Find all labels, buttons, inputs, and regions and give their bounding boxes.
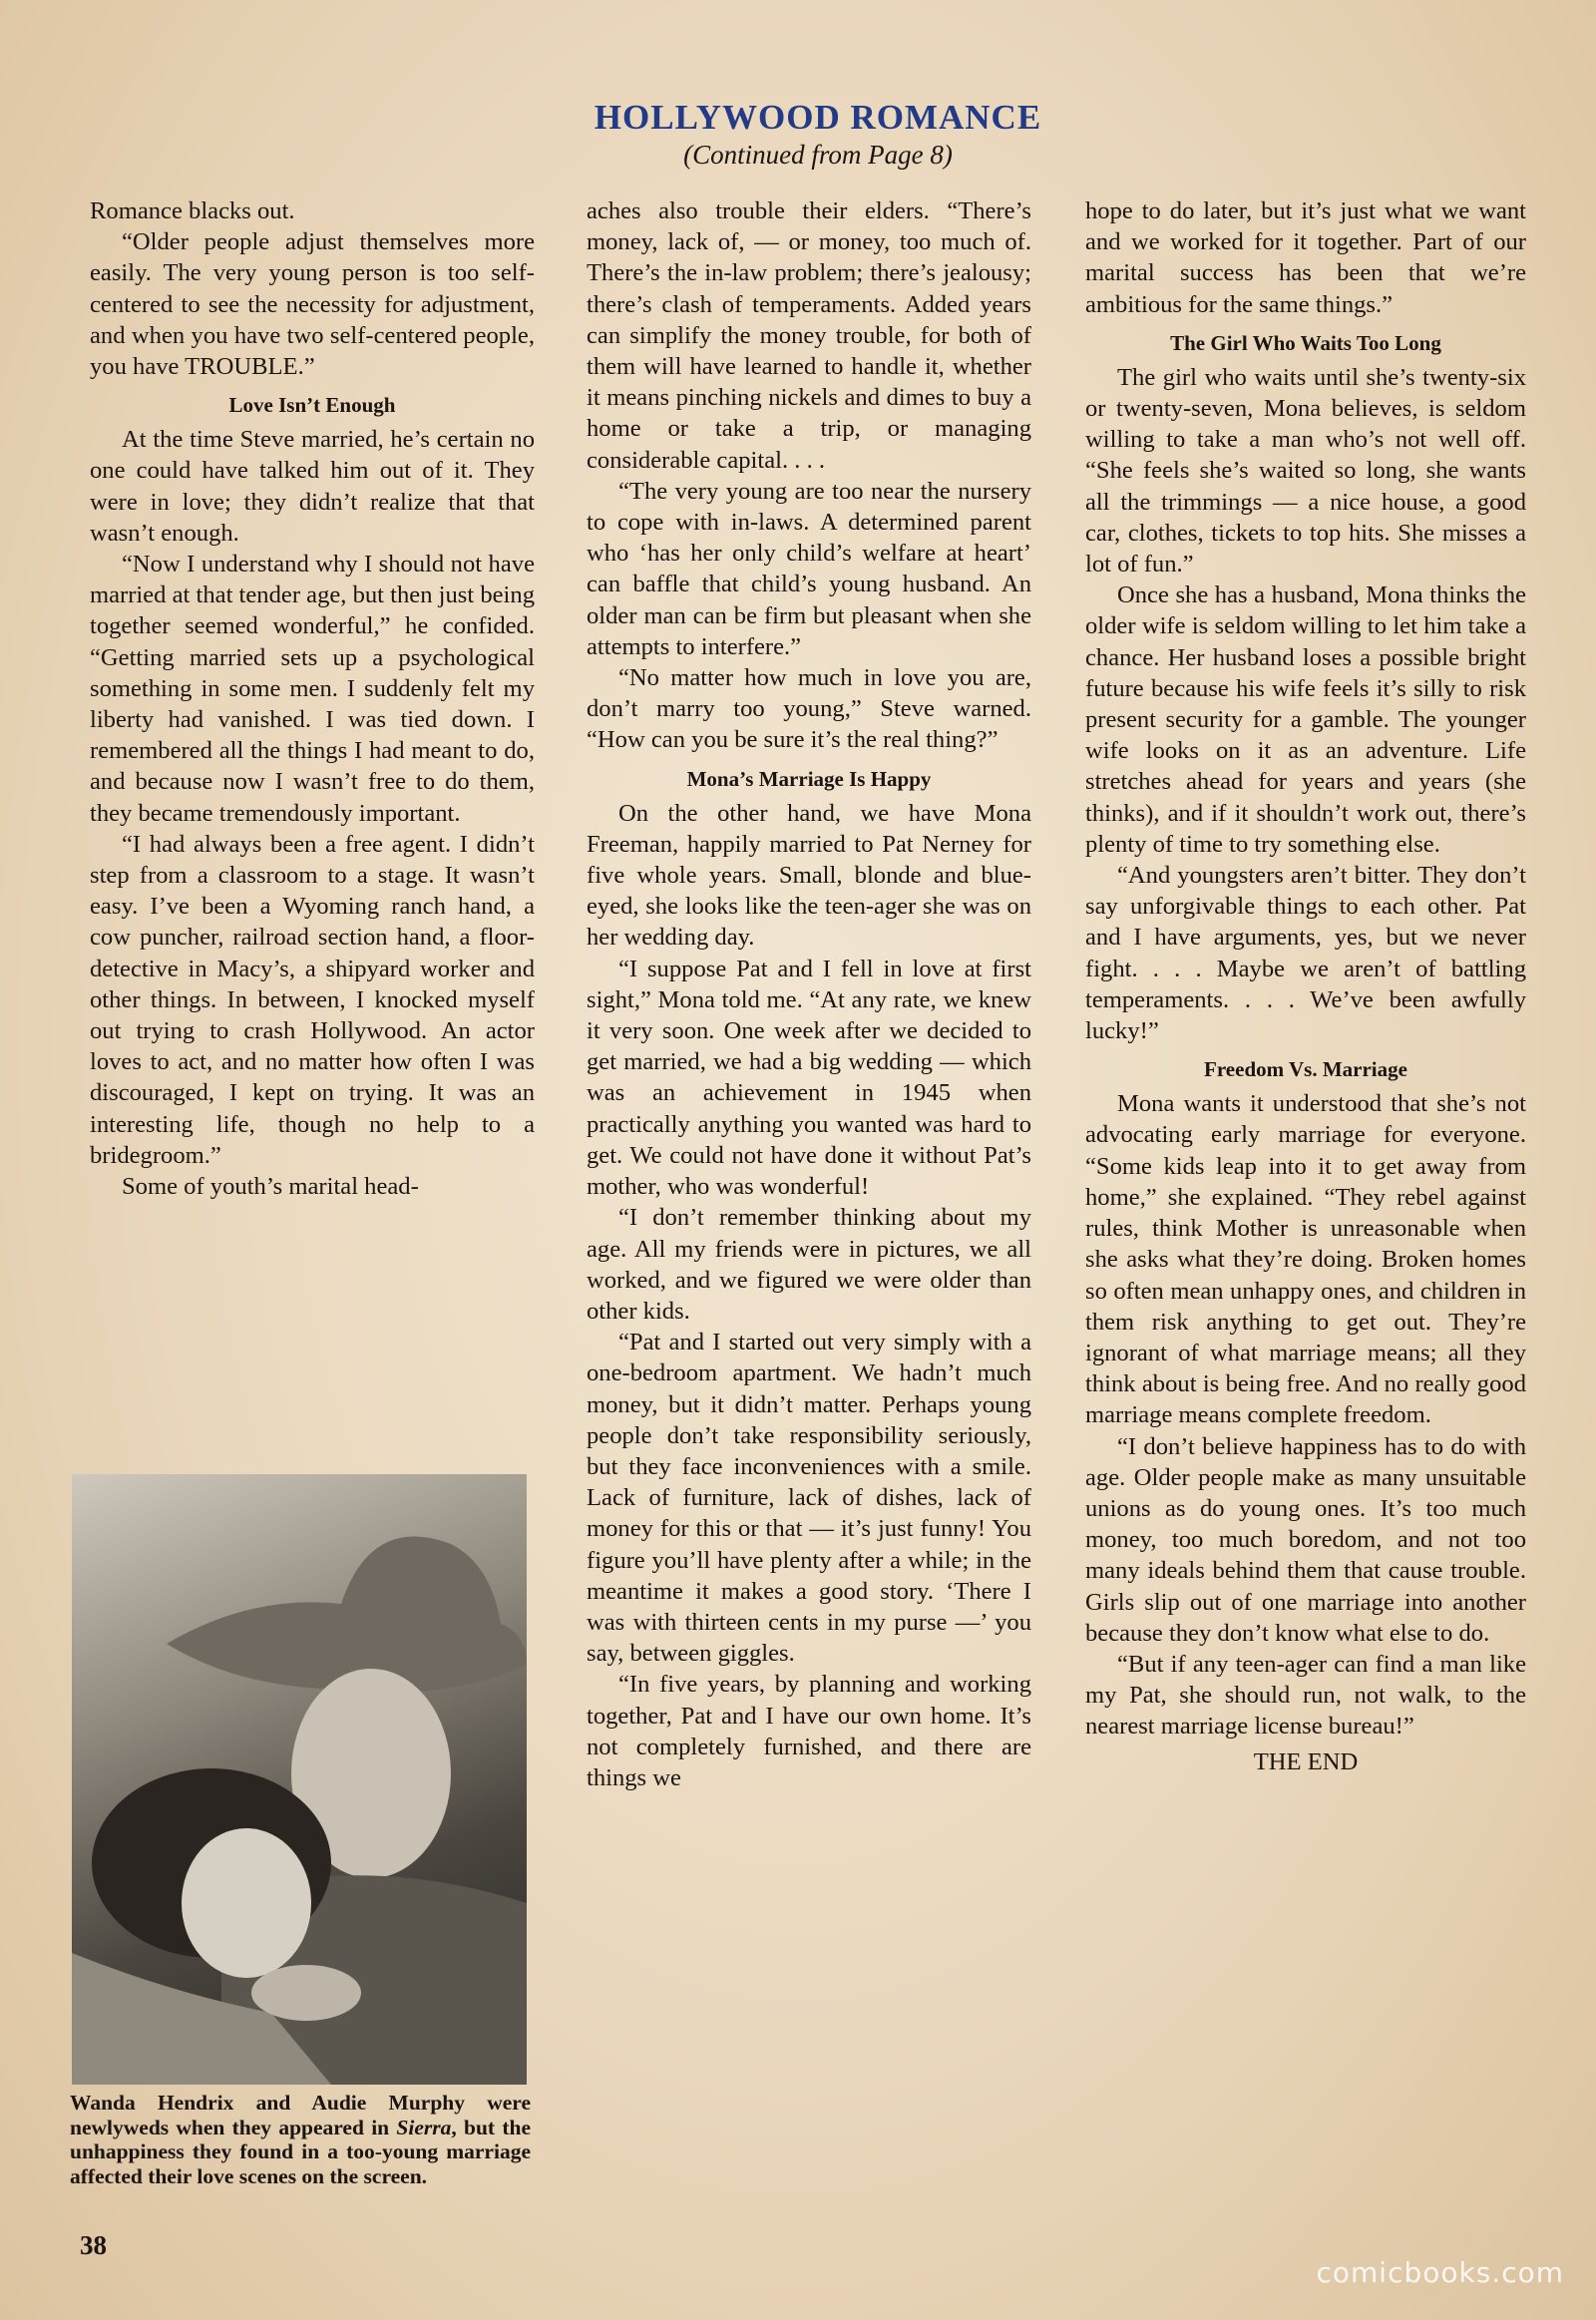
paragraph: “I had always been a free agent. I didn’t step from a classroom to a stage. It wasn’t easy. I’ve been a Wyoming ranch hand, a cow puncher, railroad section hand, a floor-detective in Macy’s, a shipyard worker and other things. In between, I knocked myself out trying to crash Hollywood. An actor loves to act, and no matter how often I was discouraged, I kept on trying. It was an interesting life, though no help to a bridegroom.”: [90, 830, 535, 1169]
paragraph: “I don’t remember thinking about my age. All my friends were in pictures, we all worked, and we figured we were older than other kids.: [587, 1204, 1031, 1325]
paragraph: “I don’t believe happiness has to do with age. Older people make as many unsuitable unions as do young ones. It’s too much money, too much boredom, and not too many ideals behind them that cause trouble. Girls slip out of one marriage into another because they don’t know what else to do.: [1085, 1432, 1526, 1647]
paragraph: At the time Steve married, he’s certain no one could have talked him out of it. They were in love; they didn’t realize that that wasn’t enough.: [90, 426, 535, 547]
article-title: HOLLYWOOD ROMANCE: [594, 98, 1042, 137]
section-heading: Love Isn’t Enough: [228, 393, 396, 418]
article-header: [559, 98, 1077, 171]
paragraph: “Now I understand why I should not have married at that tender age, but then just being together seemed wonderful,” he confided. “Getting married sets up a psychological something in some men. I suddenly felt my liberty had vanished. I was tied down. I remembered all the things I had meant to do, and because now I wasn’t free to do them, they became tremendously important.: [90, 551, 535, 827]
paragraph: “No matter how much in love you are, don’t marry too young,” Steve warned. “How can you be sure it’s the real thing?”: [587, 664, 1031, 754]
paragraph: aches also trouble their elders. “There’s money, lack of, — or money, too much of. There’s the in-law problem; there’s jealousy; there’s clash of temperaments. Added years can simplify the money trouble, for both of them will have learned to handle it, whether it means pinching nickels and dimes to buy a home or take a trip, or managing considerable capital. . . .: [587, 197, 1031, 474]
paragraph: “Older people adjust themselves more easily. The very young person is too self-centered to see the necessity for adjustment, and when you have two self-centered people, you have TROUBLE.”: [90, 228, 535, 381]
paragraph: Once she has a husband, Mona thinks the older wife is seldom willing to let him take a chance. Her husband loses a possible bright future because his wife feels it’s silly to risk present security for a gamble. The younger wife looks on it as an adventure. Life stretches ahead for years and years (she thinks), and if it shouldn’t work out, there’s plenty of time to try something else.: [1085, 581, 1526, 858]
text-column-1: [90, 195, 535, 1202]
hand-shape: [251, 1965, 361, 2021]
paragraph: hope to do later, but it’s just what we want and we worked for it together. Part of our marital success has been that we’re ambitious for the same things.”: [1085, 197, 1526, 318]
the-end-marker: THE END: [1253, 1747, 1359, 1775]
text-column-2: [587, 195, 1031, 1793]
section-heading: Mona’s Marriage Is Happy: [686, 766, 932, 791]
paragraph: “The very young are too near the nursery to cope with in-laws. A determined parent who ‘has her only child’s welfare at heart’ can baffle that child’s young husband. An older man can be firm but pleasant when she attempts to interfere.”: [587, 477, 1031, 660]
page-number: 38: [80, 2230, 107, 2260]
paragraph: “And youngsters aren’t bitter. They don’t say unforgivable things to each other. Pat and I have arguments, yes, but we never fight. . . . Maybe we aren’t of battling temperaments. . . . We’ve been awfully lucky!”: [1085, 862, 1526, 1045]
movie-still-photo: [72, 1474, 527, 2085]
continued-note: (Continued from Page 8): [683, 140, 953, 170]
paragraph: “I suppose Pat and I fell in love at first sight,” Mona told me. “At any rate, we knew it very soon. One week after we decided to get married, we had a big wedding — which was an achievement in 1945 when practically anything you wanted was hard to get. We could not have done it without Pat’s mother, who was wonderful!: [587, 955, 1031, 1201]
paragraph: “Pat and I started out very simply with a one-bedroom apartment. We hadn’t much money, but it didn’t matter. Perhaps young people don’t take responsibility seriously, but they face inconveniences with a smile. Lack of furniture, lack of dishes, lack of money for this or that — it’s just funny! You figure you’ll have plenty after a while; in the meantime it makes a good story. ‘There I was with thirteen cents in my purse —’ you say, between giggles.: [587, 1329, 1031, 1668]
woman-face-shape: [182, 1828, 311, 1978]
paragraph: “In five years, by planning and working together, Pat and I have our own home. It’s not completely furnished, and there are things we: [587, 1671, 1031, 1791]
section-heading: Freedom Vs. Marriage: [1204, 1057, 1407, 1082]
text-column-3: [1085, 195, 1526, 1777]
paragraph: “But if any teen-ager can find a man like my Pat, she should run, not walk, to the nearest marriage license bureau!”: [1085, 1650, 1526, 1740]
photo-caption: [70, 2091, 531, 2188]
caption-text: Wanda Hendrix and Audie Murphy were newlyweds when they appeared in: [70, 2091, 531, 2139]
paragraph: On the other hand, we have Mona Freeman, happily married to Pat Nerney for five whole years. Small, blonde and blue-eyed, she looks like the teen-ager she was on her wedding day.: [587, 799, 1031, 952]
caption-text: , but the unhappiness they found in a too-young marriage affected their love scenes on the screen.: [70, 2115, 531, 2188]
source-watermark: comicbooks.com: [1316, 2256, 1564, 2289]
paragraph: Some of youth’s marital head-: [122, 1173, 419, 1201]
paragraph: Romance blacks out.: [90, 197, 295, 224]
paragraph: The girl who waits until she’s twenty-six or twenty-seven, Mona believes, is seldom willing to take a man who’s not well off. “She feels she’s waited so long, she wants all the trimmings — a nice house, a good car, clothes, tickets to top hits. She misses a lot of fun.”: [1085, 363, 1526, 579]
photo-illustration: [72, 1474, 527, 2085]
paragraph: Mona wants it understood that she’s not advocating early marriage for everyone. “Some kids leap into it to get away from home,” she explained. “They rebel against rules, think Mother is unreasonable when she asks what they’re doing. Broken homes so often mean unhappy ones, and children in them risk anything to get out. They’re ignorant of what marriage means; all they think about is being free. And no really good marriage means complete freedom.: [1085, 1090, 1526, 1429]
cowboy-hat-shape: [167, 1537, 527, 1694]
caption-film-title: Sierra: [396, 2115, 452, 2139]
section-heading: The Girl Who Waits Too Long: [1170, 330, 1441, 355]
